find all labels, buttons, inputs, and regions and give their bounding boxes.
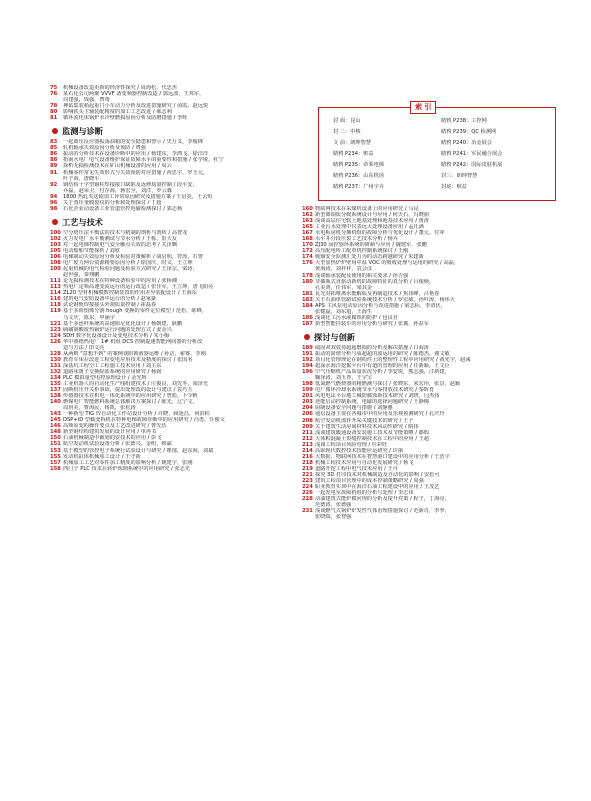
page-number: 105: [50, 247, 61, 254]
entry-title: 航空发动机试验设备分析 / 张德兴，金明，韩斌: [63, 441, 172, 448]
entry-title: 空分塔压法平衡法的技术与精制的剖析与剖析 / 高智龙: [63, 229, 188, 236]
page-number: 102: [50, 235, 61, 242]
entry-title: 固断机压开关柜事故，提出处理改的设计与建议 / 袁巧玉: [63, 387, 193, 394]
page-number: 108: [50, 260, 61, 267]
page-number: 85: [50, 145, 58, 152]
entry-title: 浅谈轴承装配及使用的相关要求 / 孙吉强: [315, 272, 409, 279]
list-item: [302, 514, 554, 520]
page-number: 89: [50, 163, 58, 170]
page-number: 113: [50, 284, 61, 291]
page-number: 91: [50, 169, 58, 176]
list-monitoring-entries: [50, 139, 298, 212]
entry-title: 新型钢结构建筑发展的设计应用 / 单再书: [63, 429, 157, 436]
entry-title: 神钻集装箱起重门小车动力分析及改进措施研究 / 俞霞，赵远悦: [63, 103, 209, 110]
entry-title: 一种新型 TIG 焊自动化工作站设计分析 / 许晓，顾延昌，何滨积: [63, 411, 210, 418]
page-number: 80: [50, 109, 58, 116]
entry-title: 周玥美，曹海民，杨凯，张松涛: [63, 405, 136, 412]
entry-title: 孔美鸿，任伟军，梁其金: [315, 284, 373, 291]
entry-title: 一起发电室故障机组的分析与处理 / 李志伟: [315, 490, 414, 497]
page-number: 88: [50, 157, 58, 164]
entry-title: 新型智能挂装车的应用分析与研究 / 张翼，孙益军: [315, 320, 429, 327]
page-number: 137: [50, 387, 61, 394]
entry-title: 张晓瑞，张智强: [315, 514, 352, 521]
entry-title: 关于建筑生活房间材料技术风动性研究 / 隋伟: [315, 423, 419, 430]
page-number: 174: [302, 254, 313, 261]
page-number: 119: [50, 308, 61, 315]
page-number: 214: [302, 447, 313, 454]
list-item: [50, 115, 298, 121]
entry-title: 振动的分析技术在设备诊断中的应用 / 杨建东，李鸿飞，徐洋洋: [63, 151, 209, 158]
index-box-title: 索 引: [410, 101, 436, 114]
page-number: 223: [302, 477, 313, 484]
page-number: 221: [302, 471, 313, 478]
index-box: 封 面：昆山 睹鸦 P238：工控网 封 二：中核 睹鸦 P239：QC 检测网 文 前：朗坤智慧 睹鸦 P240：冶金展会 睹鸦 P234：赃益 睹鸦 P241：军民融合展会 睹鸦 P235：帝莱电梯 睹鸦 P242：国际皮肤机展 睹鸦 P236：山东机场 封三：朗坤智慧 睹鸦 P237：广州宇卉 封底：赃益: [318, 107, 556, 201]
entry-title: 一起离压反应器振荡油箱的安全隐患和警示 / 史万义，李俊锋: [63, 139, 203, 146]
entry-title: 论无损检测技术在特种设备检验中的应用 / 张桥湘: [63, 278, 177, 285]
entry-title: 深基坑工程空工工程施工技术应用 / 刘主东: [63, 362, 162, 369]
page-number: 83: [50, 139, 58, 146]
entry-title: 硫固双双效蒸超超磨损的分析及解决措施 / 白海涛: [315, 344, 429, 351]
page-number: 96: [50, 199, 58, 206]
entry-title: 高压配电所工配单机控制系统探讨 / 王刚: [315, 248, 409, 255]
page-number: 109: [50, 266, 61, 273]
entry-title: 新型离调质分级系统设计与应用 / 何天石，冯晓丽: [315, 212, 429, 219]
page-number: 92: [50, 181, 58, 188]
entry-title: 轧机轴承失效原因分析及预防 / 费强: [63, 145, 146, 152]
page-number: 211: [302, 429, 313, 436]
entry-title: 水电板房机分摊机组的故障分析与优化设计 / 董元，付冲: [315, 230, 445, 237]
page-number: 146: [50, 423, 61, 430]
entry-title: 钢结构十字型钢柱焊接接口缺陷及返修质量控制 / 段平安，: [63, 181, 198, 188]
entry-title: 工业机器人的自动化生产线组建技术 / 庄俊良，刘先冬，梁泽光: [63, 381, 209, 388]
page-number: 201: [302, 393, 313, 400]
entry-title: 张健磊，刘东旭，王海生: [315, 308, 373, 315]
entry-title: PLC 模拟量型电控原理设计 / 金光辉: [63, 374, 147, 381]
list-item: [50, 206, 298, 212]
entry-title: 造与方法 / 田文亮: [63, 344, 105, 351]
entry-title: 大数据、物联网技术在智慧港口建设中的应用分析 / 王浩宇: [315, 453, 450, 460]
page-number: 219: [302, 465, 313, 472]
page-number: 150: [50, 435, 61, 442]
entry-title: 动油建筑式能炉模问规的分析及提升对策 / 程子，丁海亮，: [315, 496, 450, 503]
entry-title: 热电厂定频高速变流运行的运行改造 / 张佳军，王立坤，唐飞阳亮: [63, 284, 214, 291]
entry-title: 浅谈化工污水液腐蚀的防护 / 包良君: [315, 314, 398, 321]
list-innovation-entries: [302, 345, 554, 520]
page-number: 184: [302, 302, 313, 309]
entry-title: 关于石油单管路试验系统技术分析 / 罗宏威，孙叶涛，杨伟大: [315, 296, 455, 303]
entry-title: 周建强，钱强，曹靖: [63, 97, 110, 104]
page-number: 126: [50, 338, 61, 345]
entry-title: 华中睿德热电厂 1# 机组 DCS 控制提速智能网间器的分析改: [63, 338, 203, 345]
page-number: 76: [50, 91, 58, 98]
page-number: 148: [50, 429, 61, 436]
page-number: 208: [302, 417, 313, 424]
entry-title: 通信设备主要在各城市中的应用及乐观预测研究 / 孔庆玲: [315, 411, 445, 418]
entry-title: 风电电法平台地工械防腐蚀新技术研究 / 刘晓，闫杰伟: [315, 393, 440, 400]
page-number: 100: [50, 229, 61, 236]
entry-title: 浅谈工程项目风险管理 / 任彩旺: [315, 441, 388, 448]
page-number: 128: [50, 350, 61, 357]
page-number: 199: [302, 387, 313, 394]
entry-title: 工业污水处理中仪表远大处理设备应用 / 孟凡满: [315, 224, 424, 231]
entry-title: 建筑电气安防设备中运行的分析 / 赵家豪: [63, 296, 157, 303]
page-number: 198: [302, 381, 313, 388]
entry-title: 电厂废力网台资源精要原因分析 / 徐国庆，时义，王立坤: [63, 260, 193, 267]
page-number: 165: [302, 224, 313, 231]
page-number: 124: [50, 332, 61, 339]
page-number: 186: [302, 314, 313, 321]
entry-title: 石油机械制造中截划的安技术的应用 / 彭飞: [63, 435, 162, 442]
entry-title: 某石化公司两聚 VVVF 备变频器控制改造 / 郭远波，王邦军，: [63, 91, 205, 98]
entry-title: 浅谈燃气式锅炉炉发性气体治理措施探讨 / 范新肖，李季，: [315, 508, 450, 515]
page-number: 218: [302, 459, 313, 466]
entry-title: 传感器技术在机电一体化系统中的应用研究 / 曾彪，卜令帆: [63, 393, 198, 400]
entry-title: 基于多连杆系统的高速阻尼优化设计 / 杨朝建，耿鹏: [63, 320, 183, 327]
page-number: 143: [50, 411, 61, 418]
page-number: 204: [302, 405, 313, 412]
page-number: 103: [50, 241, 61, 248]
entry-title: 从两则 "意想不到" 的案例谈阻锁液器运维 / 孙洁，翟睿，李刚: [63, 350, 206, 357]
page-number: 162: [302, 212, 313, 219]
entry-title: 振动的简谐分析与成超超的波运用的研究 / 陈德杰，谢文敏: [315, 350, 450, 357]
entry-title: 对一起电梯控制电气安全触点失效的思考 / 关泽飘: [63, 241, 177, 248]
entry-title: 超深水海洋挖掘平台中有道的管理的应用 / 任新颖，王文臣: [315, 363, 450, 370]
page-number: 183: [302, 296, 313, 303]
page-number: 94: [50, 193, 58, 200]
entry-title: 黄海涛，刘祥祥，袁会彦: [315, 266, 373, 273]
entry-title: 乔磊，赵荣卫，付存海，蒋宏全，刘洋，罗云森: [63, 187, 172, 194]
entry-title: 浅谈建筑暖通设备安装施工技术及节能策略 / 都瑕: [315, 429, 429, 436]
page-number: 75: [50, 85, 58, 91]
page-number: 116: [50, 296, 61, 303]
entry-title: 机械工程技术应用与自动化发展研究 / 杨飞: [315, 459, 414, 466]
page-number: 131: [50, 362, 61, 369]
entry-title: 职业教育实训中在海洋石油工程建设中的应用 / 王茂艺: [315, 484, 440, 491]
page-number: 157: [50, 459, 61, 466]
page-number: 130: [50, 356, 61, 363]
entry-title: 水平井分段压裂工艺技术分析 / 杨卉: [315, 236, 398, 243]
entry-title: 物联网技术在采煤机设备上的应用研究 / 马昆: [315, 206, 419, 212]
page-number: 172: [302, 248, 313, 255]
entry-title: 基于多阶图像分割 hough 变换的零件定位模型 / 范松，陈峰，: [63, 308, 207, 315]
entry-title: 叶子海，唐晓平: [63, 175, 100, 182]
entry-title: 西门子 PLC 技术在转炉炼钢系统中的应用研究 / 张志光: [63, 465, 190, 472]
page-number: 228: [302, 496, 313, 503]
entry-title: 道路床离子交换除盐系统的应用研究 / 杨铭: [63, 368, 162, 375]
entry-title: 试论钢轨焊接接头外观质量控制 / 霍磊春: [63, 302, 157, 309]
page-number: 145: [50, 417, 61, 424]
entry-title: 探析无损检测技术在矿山机械设备的应用 / 周云: [63, 163, 172, 170]
page-number: 216: [302, 453, 313, 460]
page-number: 123: [50, 326, 61, 333]
page-number: 163: [302, 218, 313, 225]
page-number: 132: [50, 368, 61, 375]
entry-title: APS 主风泵电动原因分析与改进措施 / 梁志标，李清伏，: [315, 302, 446, 309]
page-number: 114: [50, 290, 61, 297]
section-heading-process: 工艺与技术: [52, 217, 298, 227]
entry-title: 鞠泽涛，刘玉青，王宇宝: [315, 375, 373, 382]
page-number: 178: [302, 272, 313, 279]
entry-title: 吸烟安全监测汇处力为的动态跨越研究 / 朱建新: [315, 254, 424, 261]
entry-title: 关于蒸压釜膜裂纹的分析和处理探讨 / 丁超: [63, 199, 162, 206]
entry-title: 大体积混凝土裂缝控制技术在工程中的应用 / 王超: [315, 435, 429, 442]
page-number: 213: [302, 441, 313, 448]
entry-title: 大型加热炉炉壁用中温 VOC 的吸收处理与运用的研究 / 高磊，: [315, 260, 460, 267]
entry-title: ZJ30 固控器环系统的研制与应用 / 魏建军，张鹏: [315, 242, 427, 249]
index-right-column: [302, 0, 554, 520]
entry-title: SDH 数字化设备设计及变电技术分析 / 朱小梅: [63, 332, 170, 339]
list-item: [302, 321, 554, 327]
entry-title: DSP+ID 型蠕变拆机在特种电梯故障诊断中的应用研究 / 冯勇，任俊文: [63, 417, 225, 424]
entry-title: 机械加工工艺对零件加工精度的影响分析 / 姚建宇，张刚: [63, 459, 193, 466]
entry-title: 逆能启动控制系统，电磁的选择问题研究 / 王静梅: [315, 399, 429, 406]
entry-title: 空气压缩机产品质量状况分析 / 李安锐，熊志强，汪新建，: [315, 369, 450, 376]
entry-title: 燃煤电厂智能燃料系统总体解决方案探讨 / 陈光，辽宁文，: [63, 399, 198, 406]
page-number: 224: [302, 484, 313, 491]
page-number: 180: [302, 278, 313, 285]
page-number: 98: [50, 205, 58, 212]
entry-title: 起重机械的电气检验问题及检验方式研究 / 王泽宗，梁涛，: [63, 266, 198, 273]
page-number: 151: [50, 441, 61, 448]
list-top-entries: [50, 85, 298, 121]
page-number: 78: [50, 103, 58, 110]
entry-title: 硫磺制酸废热锅炉运行问题的处理方式 / 姜金兴: [63, 326, 172, 333]
entry-title: 马文庆，陈东，申涵宇: [63, 314, 115, 321]
page-number: 209: [302, 423, 313, 430]
page-number: 187: [302, 320, 313, 327]
entry-title: 道路开挖工程中电气技术应用 / 王丹: [315, 465, 398, 472]
entry-title: 机械设备改造更新的经济性探究 / 周海松，代忠杰: [63, 85, 177, 91]
page-number: 134: [50, 374, 61, 381]
entry-title: 电动船舶节能探析 / 刘欣: [63, 247, 120, 254]
entry-title: 影响铁头主轴装配精度的加工工艺改进 / 郝志利: [63, 109, 172, 116]
entry-title: 厨制设备安全问题与措施 / 刘静雅: [315, 405, 393, 412]
page-number: 168: [302, 236, 313, 243]
index-left-column: [50, 0, 298, 472]
entry-title: 航空发动机部件开采关键技术的研究 / 王子: [315, 417, 414, 424]
list-main-entries: [302, 206, 554, 327]
page-number: 176: [302, 260, 313, 267]
page-number: 121: [50, 320, 61, 327]
page-number: 226: [302, 490, 313, 497]
page-number: 167: [302, 230, 313, 237]
page-number: 231: [302, 508, 313, 515]
entry-title: 瓦光对拓唯离水能解质及再制造技术 / 焦伟峰，吕艳春: [315, 290, 440, 297]
entry-title: 指南水电厂电气设备维护保证故障水平的重要性和措施 / 张学锐，杜宁: [63, 157, 224, 164]
page-number: 191: [302, 350, 313, 357]
section-heading-monitoring: 监测与诊断: [52, 126, 298, 136]
section-heading-innovation: 探讨与创新: [304, 332, 554, 342]
entry-title: 赵世强，秦翔鹏: [63, 272, 100, 279]
list-item: [50, 466, 298, 472]
page-number: 196: [302, 369, 313, 376]
page-number: 106: [50, 254, 61, 261]
page-number: 203: [302, 399, 313, 406]
page-number: 138: [50, 393, 61, 400]
entry-title: 循环流化床锅炉水冷壁磨损原因分析及防磨措施 / 李辉: [63, 115, 188, 122]
entry-title: 发动机缸体机械加工设计 / 王守新: [63, 453, 141, 460]
page-number: 81: [50, 115, 58, 122]
page-number: 140: [50, 399, 61, 406]
page-number: 86: [50, 151, 58, 158]
page-number: 158: [50, 465, 61, 472]
entry-title: 电厂循环冷却水系统节水与零排放技术研究 / 秦晖育: [315, 387, 435, 394]
entry-title: 高频原变的操作要点及工艺改进研究 / 曹先伍: [63, 423, 167, 430]
page-number: 212: [302, 435, 313, 442]
entry-title: 探究 3D 打印技术对机械制造及自动化的影响 / 安松可: [315, 471, 440, 478]
entry-title: 范德涛，张德强: [315, 502, 352, 509]
entry-title: 教育车床在改进工程变电应用技术及精度的探讨 / 张国名: [63, 356, 193, 363]
page-number: 189: [302, 344, 313, 351]
entry-title: 浅谈高层住宅软土地基处理和地基技术应用 / 黄涛: [315, 218, 429, 225]
entry-title: 项目化管理理论在钢构件上的整理性工程中应用研究 / 黄光宇，赵彧: [315, 357, 471, 364]
entry-title: 基于模型的管控电子系统行试验设计与研究 / 瞿郁，赵东海，刘斌: [63, 447, 214, 454]
page-number: 206: [302, 411, 313, 418]
list-process-entries: [50, 230, 298, 472]
page-number: 118: [50, 302, 61, 309]
page-number: 181: [302, 290, 313, 297]
entry-title: 火力发电厂水平衡测试与节水分析 / 王栋，彭天友: [63, 235, 177, 242]
page-number: 153: [50, 447, 61, 454]
entry-title: 机械零件常见失效形式与失效预防对应措施 / 祝思宇，罗玉元，: [63, 169, 209, 176]
entry-title: 建筑工程项目管理中的成本控制策略研究 / 周强: [315, 477, 424, 484]
entry-title: 非插瓶式直驱动新机的故障特征的真分析 / 吕俊焕，: [315, 278, 435, 285]
page-number: 192: [302, 357, 313, 364]
page-number: 160: [302, 206, 313, 212]
page-number: 170: [302, 242, 313, 249]
page-number: 194: [302, 363, 313, 370]
entry-title: 电梯制动失效原因分析及检验对策解析 / 胡启明，符涛，石警: [63, 254, 203, 261]
entry-title: 石化企业动设备工业管道管控电磁检测探讨 / 郭志杨: [63, 205, 183, 212]
entry-title: 低氮燃气燃烧器的粗燃测与探讨 / 张晓东，荣宏伟，张景，赵颖: [315, 381, 461, 388]
page-number: 155: [50, 453, 61, 460]
entry-title: 1800 热轧夹送辊加工异常原因研究及措施方案 / 王启亮，王云烜: [63, 193, 213, 200]
page-number: 111: [50, 278, 61, 285]
entry-title: ZL20 型材机械模数控制装置的作用差异装配设计 / 王海东: [63, 290, 197, 297]
page-number: 135: [50, 381, 61, 388]
entry-title: 高职现代数控技术技能应运研究 / 许丽: [315, 447, 404, 454]
